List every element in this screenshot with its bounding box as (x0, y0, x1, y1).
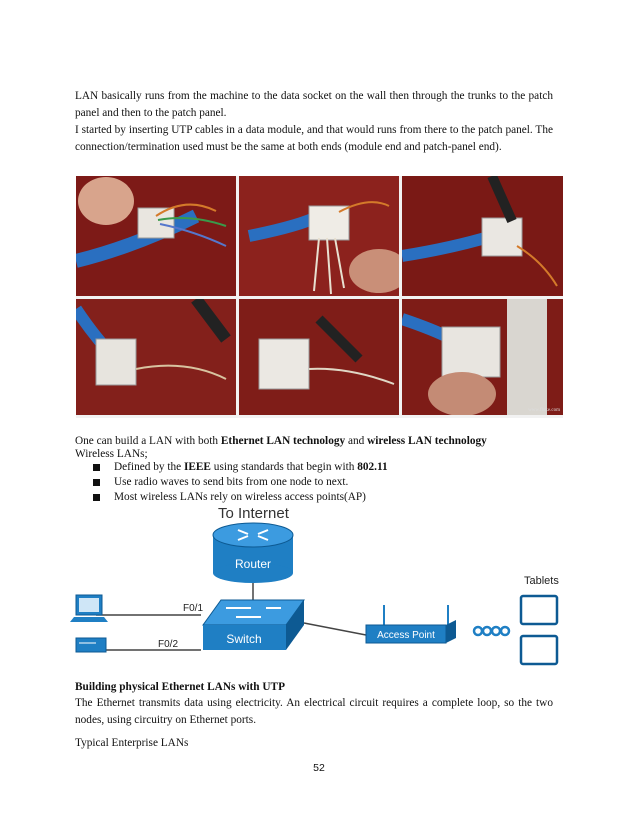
port-f0-1-label: F0/1 (183, 603, 204, 614)
switch-ap-link (304, 623, 366, 635)
port-f0-2-label: F0/2 (158, 639, 179, 650)
switch-label: Switch (226, 632, 262, 646)
tablet-icon-top (521, 596, 557, 624)
photo-faceplate-bottom-right (402, 299, 563, 415)
bullet-ieee: Defined by the IEEE using standards that begin with 802.11 (93, 460, 388, 475)
network-diagram (66, 500, 566, 668)
bullet-radio-waves: Use radio waves to send bits from one node to next. (93, 475, 388, 490)
ethernet-term: Ethernet LAN technology (220, 435, 346, 447)
wireless-signal-icon (474, 627, 509, 635)
tablet-icon-bottom (521, 636, 557, 664)
photo-punch-tool-top-right (402, 176, 563, 296)
utp-section-body: The Ethernet transmits data using electricity. An electrical circuit requires a complete loop, so the two nodes, using circuitry on Ethernet ports. (75, 697, 553, 726)
switch-icon (203, 600, 304, 650)
standard-802-11: 802.11 (357, 461, 388, 473)
photo-module-bottom-middle (239, 299, 399, 415)
lan-lead-text: One can build a LAN with both (75, 435, 221, 447)
to-internet-label: To Internet (218, 505, 289, 522)
wireless-term: wireless LAN technology (367, 435, 487, 447)
photo-watermark: www.fluke.com (528, 408, 560, 413)
access-point-label: Access Point (377, 630, 435, 641)
paragraph-lan-route: LAN basically runs from the machine to the data socket on the wall then through the trunks to the patch panel and then to the patch panel. (75, 90, 553, 119)
page-number: 52 (313, 762, 325, 774)
ieee-term: IEEE (183, 461, 211, 473)
server-icon (76, 638, 106, 652)
wireless-bullet-list (93, 460, 388, 505)
termination-photo-grid (76, 176, 563, 418)
paragraph-utp-module: I started by inserting UTP cables in a data module, and that would runs from there to the patch panel. The connection/termination used must be the same at both ends (module end and patch-panel end). (75, 124, 553, 153)
bullet-access-points: Most wireless LANs rely on wireless access points(AP) (93, 490, 388, 505)
access-point-icon (366, 605, 456, 643)
tablets-label: Tablets (524, 575, 559, 587)
photo-module-top-left (76, 176, 236, 296)
utp-section-heading: Building physical Ethernet LANs with UTP (75, 681, 285, 693)
desktop-pc-icon (70, 595, 108, 622)
photo-module-bottom-left (76, 299, 236, 415)
enterprise-lans-heading: Typical Enterprise LANs (75, 737, 189, 749)
router-icon (213, 523, 293, 583)
and-text: and (345, 435, 368, 447)
wireless-lans-heading: Wireless LANs; (75, 448, 148, 460)
router-label: Router (234, 557, 272, 571)
photo-module-top-middle (239, 176, 399, 296)
